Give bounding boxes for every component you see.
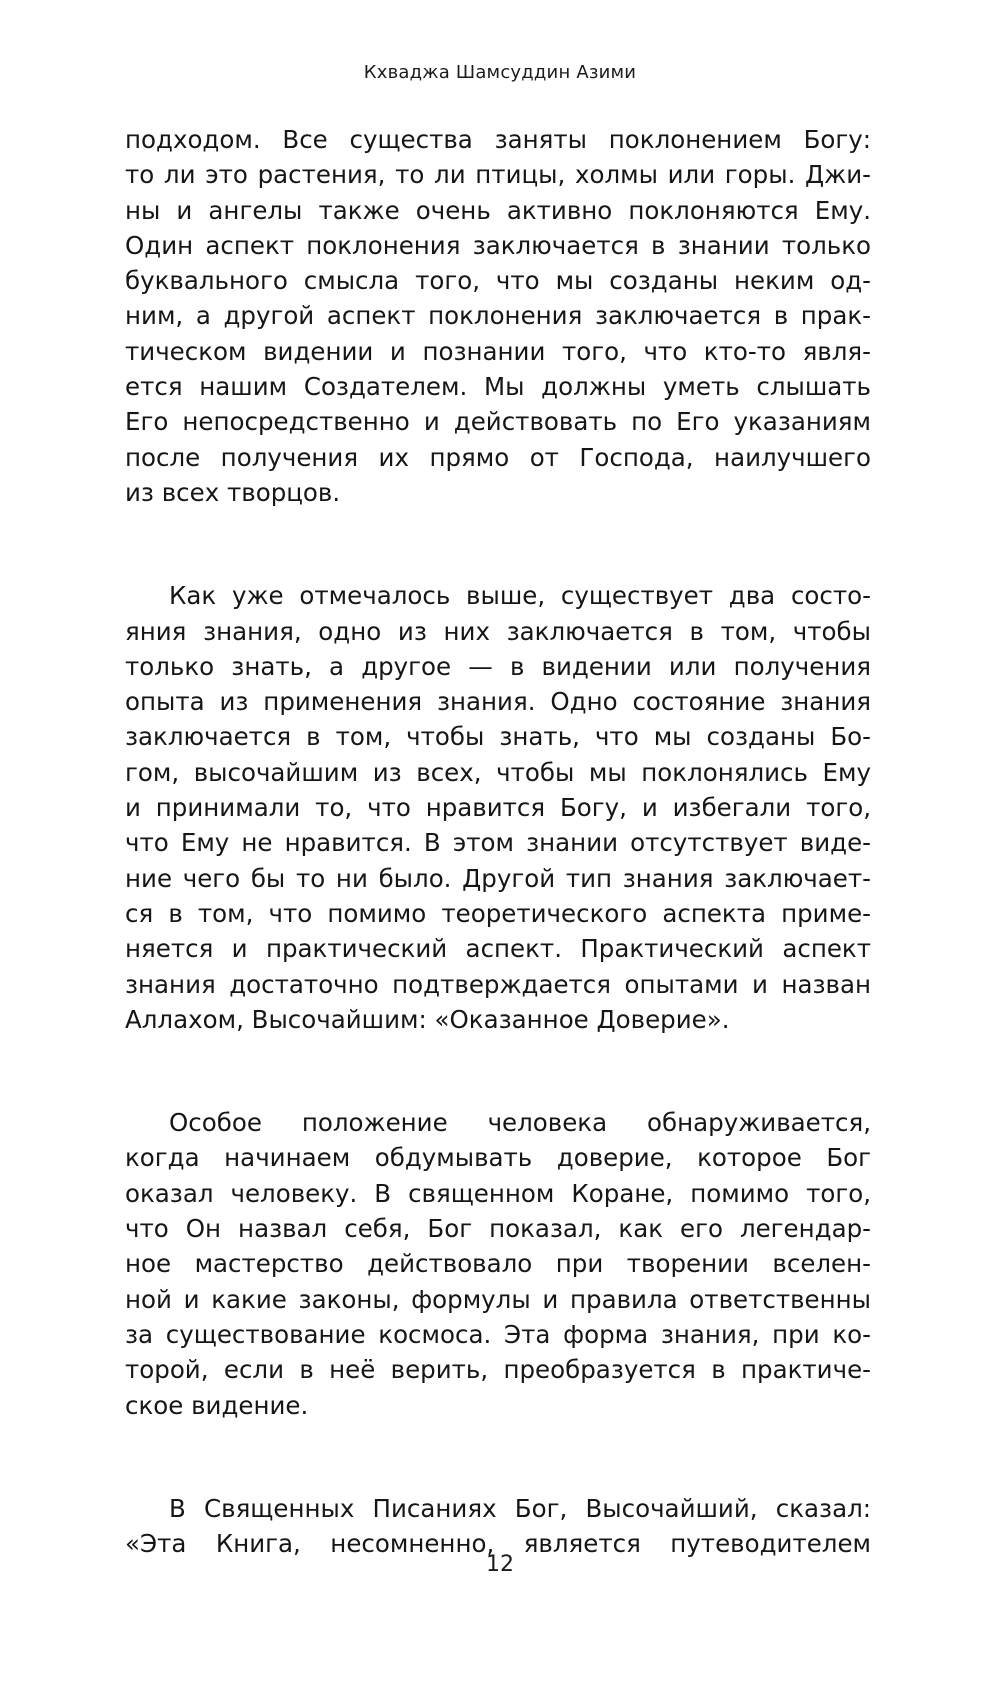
text-line: опыта из применения знания. Одно состояние знания <box>125 687 871 717</box>
text-line: оказал человеку. В священном Коране, помимо того, <box>125 1178 871 1208</box>
text-line: ной и какие законы, формулы и правила ответственны <box>125 1284 871 1314</box>
paragraph-4 <box>125 1491 871 1562</box>
text-line: и принимали то, что нравится Богу, и избегали того, <box>125 793 871 823</box>
text-line: яния знания, одно из них заключается в том, чтобы <box>125 616 871 646</box>
paragraph-1 <box>125 122 871 510</box>
text-line: Как уже отмечалось выше, существует два состо- <box>169 581 871 611</box>
paragraph-3 <box>125 1105 871 1423</box>
text-line: ны и ангелы также очень активно поклоняются Ему. <box>125 195 871 225</box>
text-line: ское видение. <box>125 1390 309 1420</box>
text-line: торой, если в неё верить, преобразуется в практиче- <box>125 1355 871 1385</box>
text-line: что Ему не нравится. В этом знании отсутствует виде- <box>125 828 871 858</box>
text-line: тическом видении и познании того, что кто-то явля- <box>125 336 871 366</box>
text-line: буквального смысла того, что мы созданы неким од- <box>125 266 871 296</box>
text-line: только знать, а другое — в видении или получения <box>125 651 871 681</box>
text-line: из всех творцов. <box>125 477 341 507</box>
text-line: Аллахом, Высочайшим: «Оказанное Доверие». <box>125 1004 730 1034</box>
text-line: Особое положение человека обнаруживается, <box>169 1108 871 1138</box>
text-line: Один аспект поклонения заключается в знании только <box>125 230 871 260</box>
text-line: то ли это растения, то ли птицы, холмы или горы. Джи- <box>125 160 871 190</box>
text-line: Его непосредственно и действовать по Его указаниям <box>125 407 871 437</box>
text-line: за существование космоса. Эта форма знания, при ко- <box>125 1319 871 1349</box>
text-line: В Священных Писаниях Бог, Высочайший, сказал: <box>169 1493 871 1523</box>
text-line: ное мастерство действовало при творении вселен- <box>125 1249 871 1279</box>
text-line: подходом. Все существа заняты поклонением Богу: <box>125 125 871 154</box>
text-line: знания достаточно подтверждается опытами и назван <box>125 969 871 999</box>
text-line: гом, высочайшим из всех, чтобы мы поклонялись Ему <box>125 757 871 787</box>
text-line: когда начинаем обдумывать доверие, которое Бог <box>125 1143 871 1173</box>
page-number: 12 <box>486 1552 514 1577</box>
text-line: няется и практический аспект. Практический аспект <box>125 934 871 964</box>
text-line: что Он назвал себя, Бог показал, как его легендар- <box>125 1214 871 1244</box>
running-header: Кхваджа Шамсуддин Азими <box>363 62 637 83</box>
text-line: ся в том, что помимо теоретического аспекта приме- <box>125 898 871 928</box>
text-line: «Эта Книга, несомненно, является путеводителем <box>125 1529 871 1559</box>
paragraph-2 <box>125 578 871 1037</box>
text-line: ним, а другой аспект поклонения заключается в прак- <box>125 301 871 331</box>
text-line: ется нашим Создателем. Мы должны уметь слышать <box>125 372 871 402</box>
text-line: после получения их прямо от Господа, наилучшего <box>125 442 871 472</box>
text-line: ние чего бы то ни было. Другой тип знания заключает- <box>125 863 871 893</box>
body-text <box>125 122 871 1629</box>
text-line: заключается в том, чтобы знать, что мы созданы Бо- <box>125 722 871 752</box>
